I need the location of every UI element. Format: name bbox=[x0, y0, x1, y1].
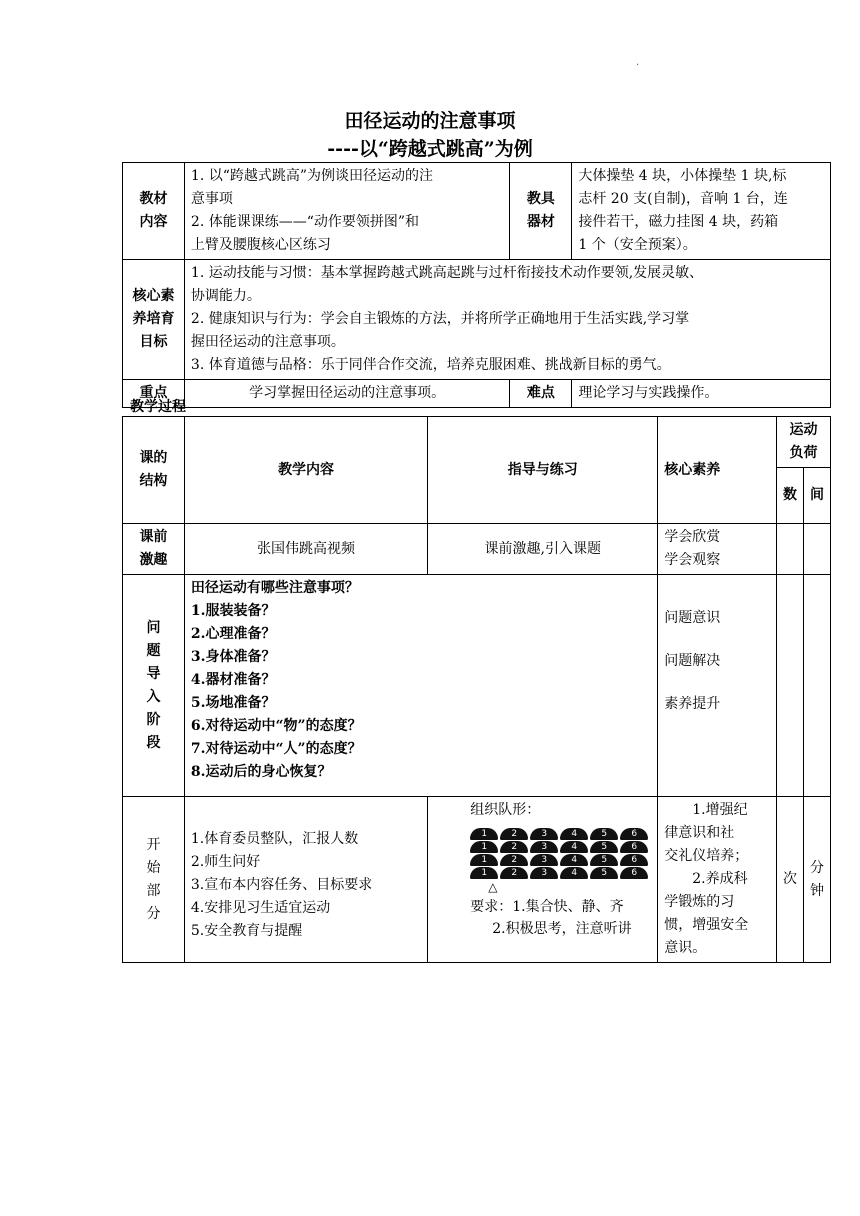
row1-time bbox=[804, 524, 831, 575]
student-marker: 2 bbox=[500, 828, 528, 840]
header-structure: 课的 结构 bbox=[123, 417, 185, 524]
literacy-line: 问题意识 bbox=[664, 610, 721, 626]
row1-guidance: 课前激趣,引入课题 bbox=[428, 524, 658, 575]
literacy-line: 惯，增强安全 bbox=[664, 917, 749, 933]
process-table bbox=[122, 416, 831, 963]
row1-structure: 课前 激趣 bbox=[123, 524, 185, 575]
content-line: 1. 以“跨越式跳高”为例谈田径运动的注 bbox=[190, 168, 434, 184]
literacy-line: 素养提升 bbox=[664, 696, 721, 712]
key-label: 重点 bbox=[123, 380, 185, 408]
goals-cell bbox=[184, 260, 830, 380]
equipment-line: 志杆 20 支(自制)，音响 1 台，连 bbox=[578, 191, 788, 207]
start-item: 2.师生问好 bbox=[190, 854, 261, 870]
student-marker: 6 bbox=[620, 828, 648, 840]
question-item: 4.器材准备？ bbox=[190, 672, 276, 688]
goals-line: 3. 体育道德与品格：乐于同伴合作交流，培养克服困难、挑战新目标的勇气。 bbox=[190, 357, 671, 373]
student-marker: 5 bbox=[590, 867, 618, 879]
page-title: 田径运动的注意事项 bbox=[344, 110, 516, 132]
student-marker: 3 bbox=[530, 828, 558, 840]
question-item: 6.对待运动中“物”的态度？ bbox=[190, 718, 362, 734]
student-marker: 1 bbox=[470, 867, 498, 879]
question-item: 5.场地准备？ bbox=[190, 695, 276, 711]
literacy-line: 1.增强纪 bbox=[692, 802, 748, 818]
literacy-line: 交礼仪培养； bbox=[664, 848, 749, 864]
formation-row bbox=[470, 828, 651, 840]
row3-count: 次 bbox=[777, 797, 804, 963]
student-marker: 5 bbox=[590, 828, 618, 840]
row1-count bbox=[777, 524, 804, 575]
content-line: 意事项 bbox=[190, 191, 233, 207]
equipment-line: 1 个（安全预案）。 bbox=[578, 237, 697, 253]
row3-content bbox=[184, 797, 427, 963]
student-marker: 4 bbox=[560, 867, 588, 879]
formation-label: 组织队形： bbox=[470, 802, 541, 818]
content-label: 教材 内容 bbox=[123, 163, 185, 260]
student-marker: 1 bbox=[470, 828, 498, 840]
start-item: 5.安全教育与提醒 bbox=[190, 923, 303, 939]
student-marker: 6 bbox=[620, 841, 648, 853]
question-item: 1.服装装备？ bbox=[190, 603, 276, 619]
formation-row bbox=[470, 841, 651, 853]
question-item: 7.对待运动中“人”的态度？ bbox=[190, 741, 362, 757]
formation-row bbox=[470, 867, 651, 879]
formation-diagram bbox=[470, 828, 651, 894]
literacy-line: 问题解决 bbox=[664, 653, 721, 669]
student-marker: 3 bbox=[530, 854, 558, 866]
equipment-cell bbox=[572, 163, 831, 260]
student-marker: 6 bbox=[620, 867, 648, 879]
content-line: 2. 体能课课练——“动作要领拼图”和 bbox=[190, 214, 420, 230]
literacy-line: 学会观察 bbox=[664, 552, 721, 568]
student-marker: 5 bbox=[590, 854, 618, 866]
header-count: 数 bbox=[777, 468, 804, 524]
row2-literacy bbox=[658, 575, 777, 797]
goals-line: 协调能力。 bbox=[190, 288, 261, 304]
student-marker: 4 bbox=[560, 854, 588, 866]
row2-time bbox=[804, 575, 831, 797]
literacy-line: 2.养成科 bbox=[692, 871, 748, 887]
goals-label: 核心素 养培育 目标 bbox=[123, 260, 185, 380]
student-marker: 4 bbox=[560, 828, 588, 840]
student-marker: 2 bbox=[500, 854, 528, 866]
process-label: 教学过程 bbox=[130, 399, 186, 415]
row1-literacy bbox=[658, 524, 777, 575]
student-marker: 3 bbox=[530, 867, 558, 879]
info-table bbox=[122, 162, 831, 408]
row3-structure: 开 始 部 分 bbox=[123, 797, 185, 963]
student-marker: 2 bbox=[500, 867, 528, 879]
header-guidance: 指导与练习 bbox=[428, 417, 658, 524]
row3-time: 分 钟 bbox=[804, 797, 831, 963]
student-marker: 5 bbox=[590, 841, 618, 853]
header-content: 教学内容 bbox=[184, 417, 427, 524]
goals-line: 2. 健康知识与行为：学会自主锻炼的方法，并将所学正确地用于生活实践,学习掌 bbox=[190, 311, 690, 327]
page-subtitle: ----以“跨越式跳高”为例 bbox=[327, 138, 533, 160]
row2-content bbox=[184, 575, 657, 797]
teacher-triangle-icon: △ bbox=[488, 880, 498, 894]
literacy-line: 学锻炼的习 bbox=[664, 894, 735, 910]
question-item: 8.运动后的身心恢复？ bbox=[190, 764, 332, 780]
equipment-label: 教具 器材 bbox=[510, 163, 572, 260]
formation-row bbox=[470, 854, 651, 866]
question-title: 田径运动有哪些注意事项？ bbox=[190, 580, 359, 596]
row2-count bbox=[777, 575, 804, 797]
row2-structure: 问 题 导 入 阶 段 bbox=[123, 575, 185, 797]
difficulty-label: 难点 bbox=[510, 380, 572, 408]
literacy-line: 学会欣赏 bbox=[664, 529, 721, 545]
student-marker: 2 bbox=[500, 841, 528, 853]
question-item: 3.身体准备？ bbox=[190, 649, 276, 665]
content-cell bbox=[184, 163, 510, 260]
difficulty-text: 理论学习与实践操作。 bbox=[572, 380, 831, 408]
header-time: 间 bbox=[804, 468, 831, 524]
literacy-line: 律意识和社 bbox=[664, 825, 735, 841]
equipment-line: 大体操垫 4 块，小体操垫 1 块,标 bbox=[578, 168, 787, 184]
row3-guidance bbox=[428, 797, 658, 963]
header-literacy: 核心素养 bbox=[658, 417, 777, 524]
student-marker: 1 bbox=[470, 854, 498, 866]
page-dot: · bbox=[636, 60, 640, 71]
literacy-line: 意识。 bbox=[664, 940, 707, 956]
header-load: 运动 负荷 bbox=[777, 417, 831, 468]
question-item: 2.心理准备？ bbox=[190, 626, 276, 642]
student-marker: 4 bbox=[560, 841, 588, 853]
goals-line: 1. 运动技能与习惯：基本掌握跨越式跳高起跳与过杆衔接技术动作要领,发展灵敏、 bbox=[190, 265, 704, 281]
content-line: 上臂及腰腹核心区练习 bbox=[190, 237, 331, 253]
row1-content: 张国伟跳高视频 bbox=[184, 524, 427, 575]
equipment-line: 接件若干，磁力挂图 4 块，药箱 bbox=[578, 214, 779, 230]
start-item: 1.体育委员整队，汇报人数 bbox=[190, 831, 359, 847]
start-item: 4.安排见习生适宜运动 bbox=[190, 900, 331, 916]
row3-literacy bbox=[658, 797, 777, 963]
start-item: 3.宣布本内容任务、目标要求 bbox=[190, 877, 373, 893]
student-marker: 1 bbox=[470, 841, 498, 853]
requirement-line: 2.积极思考，注意听讲 bbox=[492, 921, 632, 937]
goals-line: 握田径运动的注意事项。 bbox=[190, 334, 345, 350]
student-marker: 3 bbox=[530, 841, 558, 853]
requirement-line: 要求：1.集合快、静、齐 bbox=[470, 899, 624, 915]
student-marker: 6 bbox=[620, 854, 648, 866]
key-text: 学习掌握田径运动的注意事项。 bbox=[184, 380, 510, 408]
